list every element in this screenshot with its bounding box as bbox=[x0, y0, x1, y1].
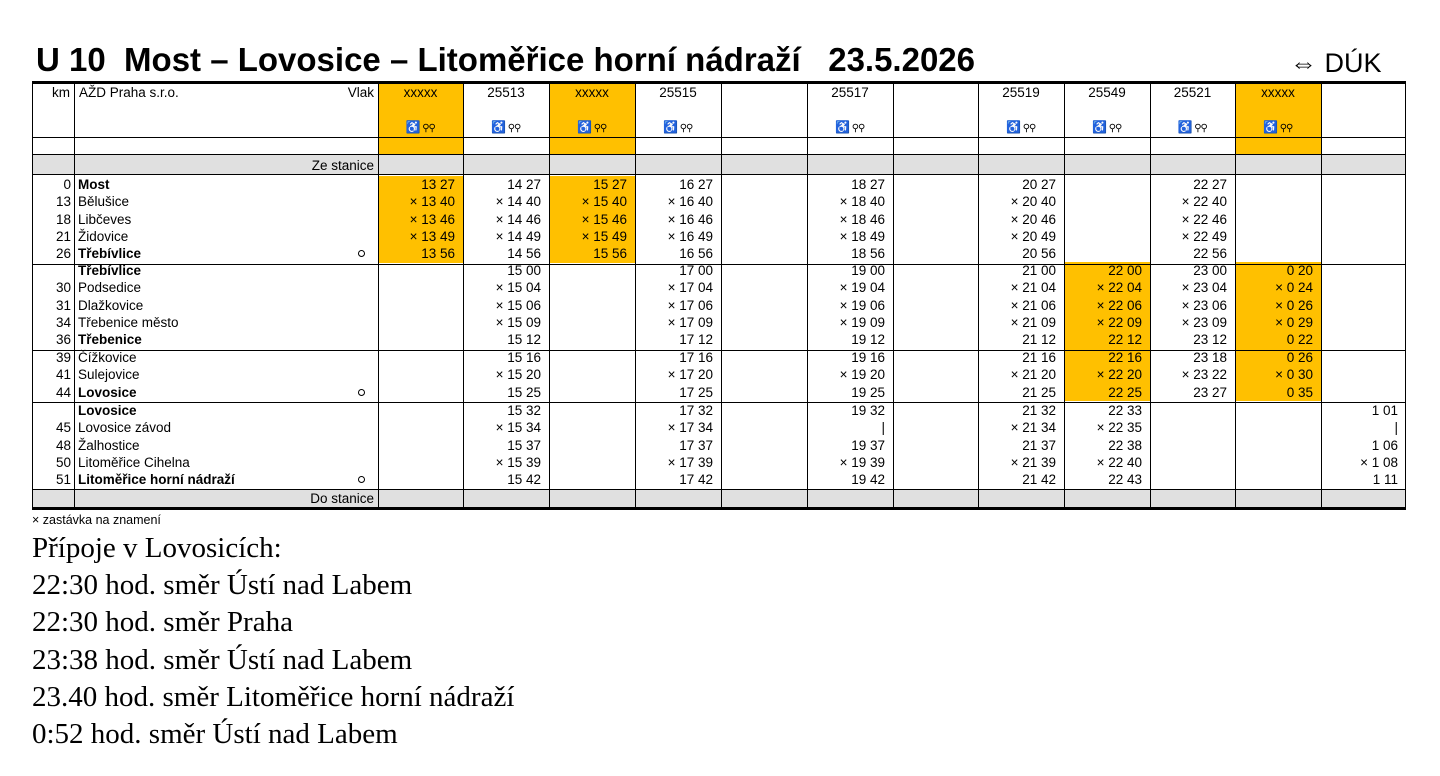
station-name: Litoměřice horní nádraží bbox=[78, 472, 235, 488]
time-cell: × 0 26 bbox=[1275, 297, 1313, 313]
time-cell: 14 27 bbox=[507, 177, 541, 192]
train-icons bbox=[491, 120, 531, 136]
time-cell: 1 01 bbox=[1371, 403, 1398, 418]
time-cell: × 22 06 bbox=[1096, 297, 1142, 313]
time-cell: × 13 46 bbox=[409, 211, 455, 227]
time-cell: × 15 40 bbox=[581, 194, 627, 210]
station-name: Čížkovice bbox=[78, 350, 137, 365]
time-cell: 21 12 bbox=[1022, 332, 1056, 348]
train-number: xxxxx bbox=[1261, 85, 1295, 100]
terminus-circle-icon bbox=[358, 389, 365, 396]
bicycle-icon: ⚲⚲ bbox=[1277, 123, 1293, 134]
bicycle-icon: ⚲⚲ bbox=[505, 123, 521, 134]
km-value: 51 bbox=[55, 472, 71, 488]
time-cell: 14 56 bbox=[507, 246, 541, 262]
time-cell: × 23 06 bbox=[1181, 297, 1227, 313]
station-name: Most bbox=[78, 177, 110, 192]
time-cell: × 21 20 bbox=[1010, 367, 1056, 383]
time-cell: 22 43 bbox=[1108, 472, 1142, 488]
train-number: 25519 bbox=[1002, 85, 1040, 100]
wheelchair-icon: ♿ bbox=[491, 120, 506, 134]
time-cell: × 1 08 bbox=[1360, 454, 1398, 470]
connection-item: 23:38 hod. směr Ústí nad Labem bbox=[32, 643, 413, 676]
time-cell: 22 56 bbox=[1193, 246, 1227, 262]
time-cell: 1 06 bbox=[1371, 437, 1398, 453]
time-cell: × 20 40 bbox=[1010, 194, 1056, 210]
time-cell: × 17 04 bbox=[667, 280, 713, 296]
time-cell: × 22 35 bbox=[1096, 420, 1142, 436]
station-name: Bělušice bbox=[78, 194, 130, 210]
time-cell: × 15 34 bbox=[495, 420, 541, 436]
wheelchair-icon: ♿ bbox=[1006, 120, 1021, 134]
station-name: Lovosice závod bbox=[78, 420, 172, 436]
time-cell: 19 32 bbox=[851, 403, 885, 418]
time-cell: 21 25 bbox=[1022, 384, 1056, 400]
time-cell: × 16 40 bbox=[667, 194, 713, 210]
column-line bbox=[893, 81, 894, 510]
station-name: Třebívlice bbox=[78, 263, 142, 278]
train-icons bbox=[1178, 120, 1218, 136]
time-cell: 17 16 bbox=[679, 350, 713, 365]
train-number: 25515 bbox=[659, 85, 697, 100]
time-cell: × 0 29 bbox=[1275, 314, 1313, 330]
time-cell: 19 12 bbox=[851, 332, 885, 348]
wheelchair-icon: ♿ bbox=[405, 120, 421, 134]
wheelchair-icon: ♿ bbox=[1263, 120, 1278, 134]
time-cell: | bbox=[881, 420, 885, 436]
time-cell: × 19 04 bbox=[839, 280, 885, 296]
terminus-circle-icon bbox=[358, 476, 365, 483]
time-cell: × 19 20 bbox=[839, 367, 885, 383]
time-cell: 21 00 bbox=[1022, 263, 1056, 278]
time-cell: 19 42 bbox=[851, 472, 885, 488]
bicycle-icon: ⚲⚲ bbox=[420, 123, 435, 134]
time-cell: 13 56 bbox=[421, 246, 455, 262]
from-row-line bbox=[32, 174, 1406, 175]
bicycle-icon: ⚲⚲ bbox=[1106, 123, 1122, 134]
km-header: km bbox=[52, 85, 70, 100]
km-value: 48 bbox=[55, 437, 71, 453]
time-cell: 21 16 bbox=[1022, 350, 1056, 365]
time-cell: × 23 04 bbox=[1181, 280, 1227, 296]
time-cell: × 14 49 bbox=[495, 228, 541, 244]
time-cell: 15 42 bbox=[507, 472, 541, 488]
km-value: 21 bbox=[55, 228, 71, 244]
train-icons bbox=[406, 120, 446, 136]
time-cell: × 14 40 bbox=[495, 194, 541, 210]
time-cell: 22 25 bbox=[1108, 384, 1142, 400]
train-number: 25513 bbox=[487, 85, 525, 100]
time-cell: × 16 46 bbox=[667, 211, 713, 227]
time-cell: × 20 49 bbox=[1010, 228, 1056, 244]
time-cell: 0 35 bbox=[1286, 384, 1313, 400]
connections bbox=[32, 530, 514, 753]
time-cell: 15 00 bbox=[507, 263, 541, 278]
time-cell: × 15 20 bbox=[495, 367, 541, 383]
train-icons bbox=[835, 120, 875, 136]
time-cell: 23 27 bbox=[1193, 384, 1227, 400]
header-line bbox=[32, 137, 1406, 138]
column-line bbox=[74, 81, 75, 510]
train-icons bbox=[663, 120, 703, 136]
time-cell: × 15 06 bbox=[495, 297, 541, 313]
km-value: 44 bbox=[55, 384, 71, 400]
time-cell: 0 26 bbox=[1286, 350, 1313, 365]
km-value: 45 bbox=[55, 420, 71, 436]
station-name: Litoměřice Cihelna bbox=[78, 454, 190, 470]
time-cell: × 15 39 bbox=[495, 454, 541, 470]
time-cell: × 22 40 bbox=[1181, 194, 1227, 210]
time-cell: × 23 09 bbox=[1181, 314, 1227, 330]
km-value: 18 bbox=[55, 211, 71, 227]
time-cell: × 21 39 bbox=[1010, 454, 1056, 470]
train-label: Vlak bbox=[347, 85, 374, 100]
time-cell: 0 20 bbox=[1286, 263, 1313, 278]
train-number: xxxxx bbox=[575, 85, 609, 100]
time-cell: 16 27 bbox=[679, 177, 713, 192]
time-cell: 21 42 bbox=[1022, 472, 1056, 488]
connection-item: 23.40 hod. směr Litoměřice horní nádraží bbox=[32, 680, 515, 713]
train-icons bbox=[1263, 120, 1303, 136]
time-cell: 17 25 bbox=[679, 384, 713, 400]
time-cell: 21 32 bbox=[1022, 403, 1056, 418]
time-cell: × 15 04 bbox=[495, 280, 541, 296]
time-cell: × 13 49 bbox=[409, 228, 455, 244]
station-name: Dlažkovice bbox=[78, 297, 144, 313]
time-cell: × 17 39 bbox=[667, 454, 713, 470]
wheelchair-icon: ♿ bbox=[577, 120, 592, 134]
time-cell: × 22 04 bbox=[1096, 280, 1142, 296]
station-name: Třebenice bbox=[78, 332, 142, 348]
connection-item: 22:30 hod. směr Ústí nad Labem bbox=[32, 569, 413, 602]
time-cell: × 21 34 bbox=[1010, 420, 1056, 436]
operator-name: AŽD Praha s.r.o. bbox=[79, 85, 179, 100]
station-name: Třebenice město bbox=[78, 314, 179, 330]
to-station-label: Do stanice bbox=[310, 491, 374, 506]
bottom-border bbox=[32, 507, 1406, 510]
time-cell: 15 37 bbox=[507, 437, 541, 453]
white-row-line bbox=[32, 154, 1406, 155]
station-name: Lovosice bbox=[78, 384, 137, 400]
time-cell: 20 27 bbox=[1022, 177, 1056, 192]
time-cell: 19 37 bbox=[851, 437, 885, 453]
time-cell: × 18 46 bbox=[839, 211, 885, 227]
column-line bbox=[378, 81, 379, 510]
duk-badge: ⇔ DÚK bbox=[1290, 48, 1382, 78]
time-cell: 1 11 bbox=[1372, 472, 1398, 488]
train-icons bbox=[577, 120, 617, 136]
terminus-circle-icon bbox=[358, 250, 365, 257]
time-cell: 22 38 bbox=[1108, 437, 1142, 453]
time-cell: × 19 06 bbox=[839, 297, 885, 313]
km-value: 30 bbox=[55, 280, 71, 296]
time-cell: 22 00 bbox=[1108, 263, 1142, 278]
time-cell: × 17 20 bbox=[667, 367, 713, 383]
time-cell: × 18 49 bbox=[839, 228, 885, 244]
time-cell: × 21 04 bbox=[1010, 280, 1056, 296]
time-cell: × 21 09 bbox=[1010, 314, 1056, 330]
train-number: 25517 bbox=[831, 85, 869, 100]
bicycle-icon: ⚲⚲ bbox=[1020, 123, 1036, 134]
time-cell: × 18 40 bbox=[839, 194, 885, 210]
time-cell: × 0 24 bbox=[1275, 280, 1313, 296]
time-cell: 17 00 bbox=[679, 263, 713, 278]
bicycle-icon: ⚲⚲ bbox=[591, 123, 607, 134]
bicycle-icon: ⚲⚲ bbox=[677, 123, 693, 134]
time-cell: × 15 46 bbox=[581, 211, 627, 227]
time-cell: 23 12 bbox=[1193, 332, 1227, 348]
station-name: Podsedice bbox=[78, 280, 142, 296]
train-number: 25549 bbox=[1088, 85, 1126, 100]
time-cell: 21 37 bbox=[1022, 437, 1056, 453]
time-cell: 17 32 bbox=[679, 403, 713, 418]
connection-item: 22:30 hod. směr Praha bbox=[32, 606, 293, 639]
km-value: 50 bbox=[55, 454, 71, 470]
page-title: U 10 Most – Lovosice – Litoměřice horní nádraží 23.5.2026 bbox=[36, 41, 976, 78]
time-cell: 20 56 bbox=[1022, 246, 1056, 262]
time-cell: × 20 46 bbox=[1010, 211, 1056, 227]
time-cell: × 15 49 bbox=[581, 228, 627, 244]
time-cell: 19 16 bbox=[851, 350, 885, 365]
station-name: Žalhostice bbox=[78, 437, 140, 453]
km-value: 36 bbox=[55, 332, 71, 348]
time-cell: 23 00 bbox=[1193, 263, 1227, 278]
time-cell: 19 25 bbox=[851, 384, 885, 400]
time-cell: 17 42 bbox=[679, 472, 713, 488]
time-cell: × 19 39 bbox=[839, 454, 885, 470]
station-name: Libčeves bbox=[78, 211, 132, 227]
time-cell: × 13 40 bbox=[409, 194, 455, 210]
km-value: 41 bbox=[55, 367, 71, 383]
column-line bbox=[1405, 81, 1406, 510]
train-number: 25521 bbox=[1173, 85, 1212, 100]
time-cell: 18 27 bbox=[851, 177, 885, 192]
time-cell: 19 00 bbox=[851, 263, 885, 278]
km-value: 26 bbox=[55, 246, 71, 262]
time-cell: × 17 34 bbox=[667, 420, 713, 436]
time-cell: × 22 46 bbox=[1181, 211, 1227, 227]
time-cell: × 22 40 bbox=[1096, 454, 1142, 470]
wheelchair-icon: ♿ bbox=[1092, 120, 1107, 134]
train-icons bbox=[1006, 120, 1046, 136]
km-value: 34 bbox=[55, 314, 71, 330]
km-value: 31 bbox=[55, 297, 71, 313]
time-cell: × 23 22 bbox=[1181, 367, 1227, 383]
time-cell: 15 56 bbox=[593, 246, 627, 262]
time-cell: 15 16 bbox=[507, 350, 541, 365]
connection-item: 0:52 hod. směr Ústí nad Labem bbox=[32, 718, 398, 751]
time-cell: 0 22 bbox=[1286, 332, 1313, 348]
column-line bbox=[549, 81, 550, 510]
time-cell: 22 16 bbox=[1108, 350, 1142, 365]
time-cell: 17 12 bbox=[679, 332, 713, 348]
connections-title: Přípoje v Lovosicích: bbox=[32, 532, 282, 564]
station-name: Židovice bbox=[78, 228, 129, 244]
station-name: Sulejovice bbox=[78, 367, 140, 383]
time-cell: × 17 09 bbox=[667, 314, 713, 330]
time-cell: 15 27 bbox=[593, 177, 627, 192]
time-cell: × 21 06 bbox=[1010, 297, 1056, 313]
time-cell: 22 33 bbox=[1108, 403, 1142, 418]
time-cell: 22 12 bbox=[1108, 332, 1142, 348]
station-name: Třebívlice bbox=[78, 246, 142, 262]
time-cell: × 17 06 bbox=[667, 297, 713, 313]
timetable bbox=[32, 81, 1406, 511]
time-cell: × 19 09 bbox=[839, 314, 885, 330]
time-cell: 15 25 bbox=[507, 384, 541, 400]
bicycle-icon: ⚲⚲ bbox=[849, 123, 865, 134]
from-station-label: Ze stanice bbox=[311, 158, 374, 173]
wheelchair-icon: ♿ bbox=[835, 120, 850, 134]
time-cell: × 22 20 bbox=[1096, 367, 1142, 383]
time-cell: 22 27 bbox=[1193, 177, 1227, 192]
time-cell: × 22 49 bbox=[1181, 228, 1227, 244]
bicycle-icon: ⚲⚲ bbox=[1192, 123, 1207, 134]
time-cell: 16 56 bbox=[679, 246, 713, 262]
km-value: 39 bbox=[55, 350, 71, 365]
km-value: 0 bbox=[63, 177, 71, 192]
time-cell: | bbox=[1394, 420, 1398, 436]
time-cell: × 22 09 bbox=[1096, 314, 1142, 330]
time-cell: × 16 49 bbox=[667, 228, 713, 244]
wheelchair-icon: ♿ bbox=[1177, 120, 1193, 134]
train-number: xxxxx bbox=[403, 85, 438, 100]
time-cell: × 14 46 bbox=[495, 211, 541, 227]
train-icons bbox=[1092, 120, 1132, 136]
time-cell: 23 18 bbox=[1193, 350, 1227, 365]
time-cell: 18 56 bbox=[851, 246, 885, 262]
wheelchair-icon: ♿ bbox=[663, 120, 678, 134]
time-cell: × 15 09 bbox=[495, 314, 541, 330]
time-cell: 15 32 bbox=[507, 403, 541, 418]
time-cell: 15 12 bbox=[507, 332, 541, 348]
footnote: × zastávka na znamení bbox=[32, 513, 161, 527]
time-cell: 17 37 bbox=[679, 437, 713, 453]
column-line bbox=[721, 81, 722, 510]
time-cell: × 0 30 bbox=[1275, 367, 1313, 383]
station-name: Lovosice bbox=[78, 403, 137, 418]
km-value: 13 bbox=[55, 194, 71, 210]
time-cell: 13 27 bbox=[421, 177, 455, 192]
